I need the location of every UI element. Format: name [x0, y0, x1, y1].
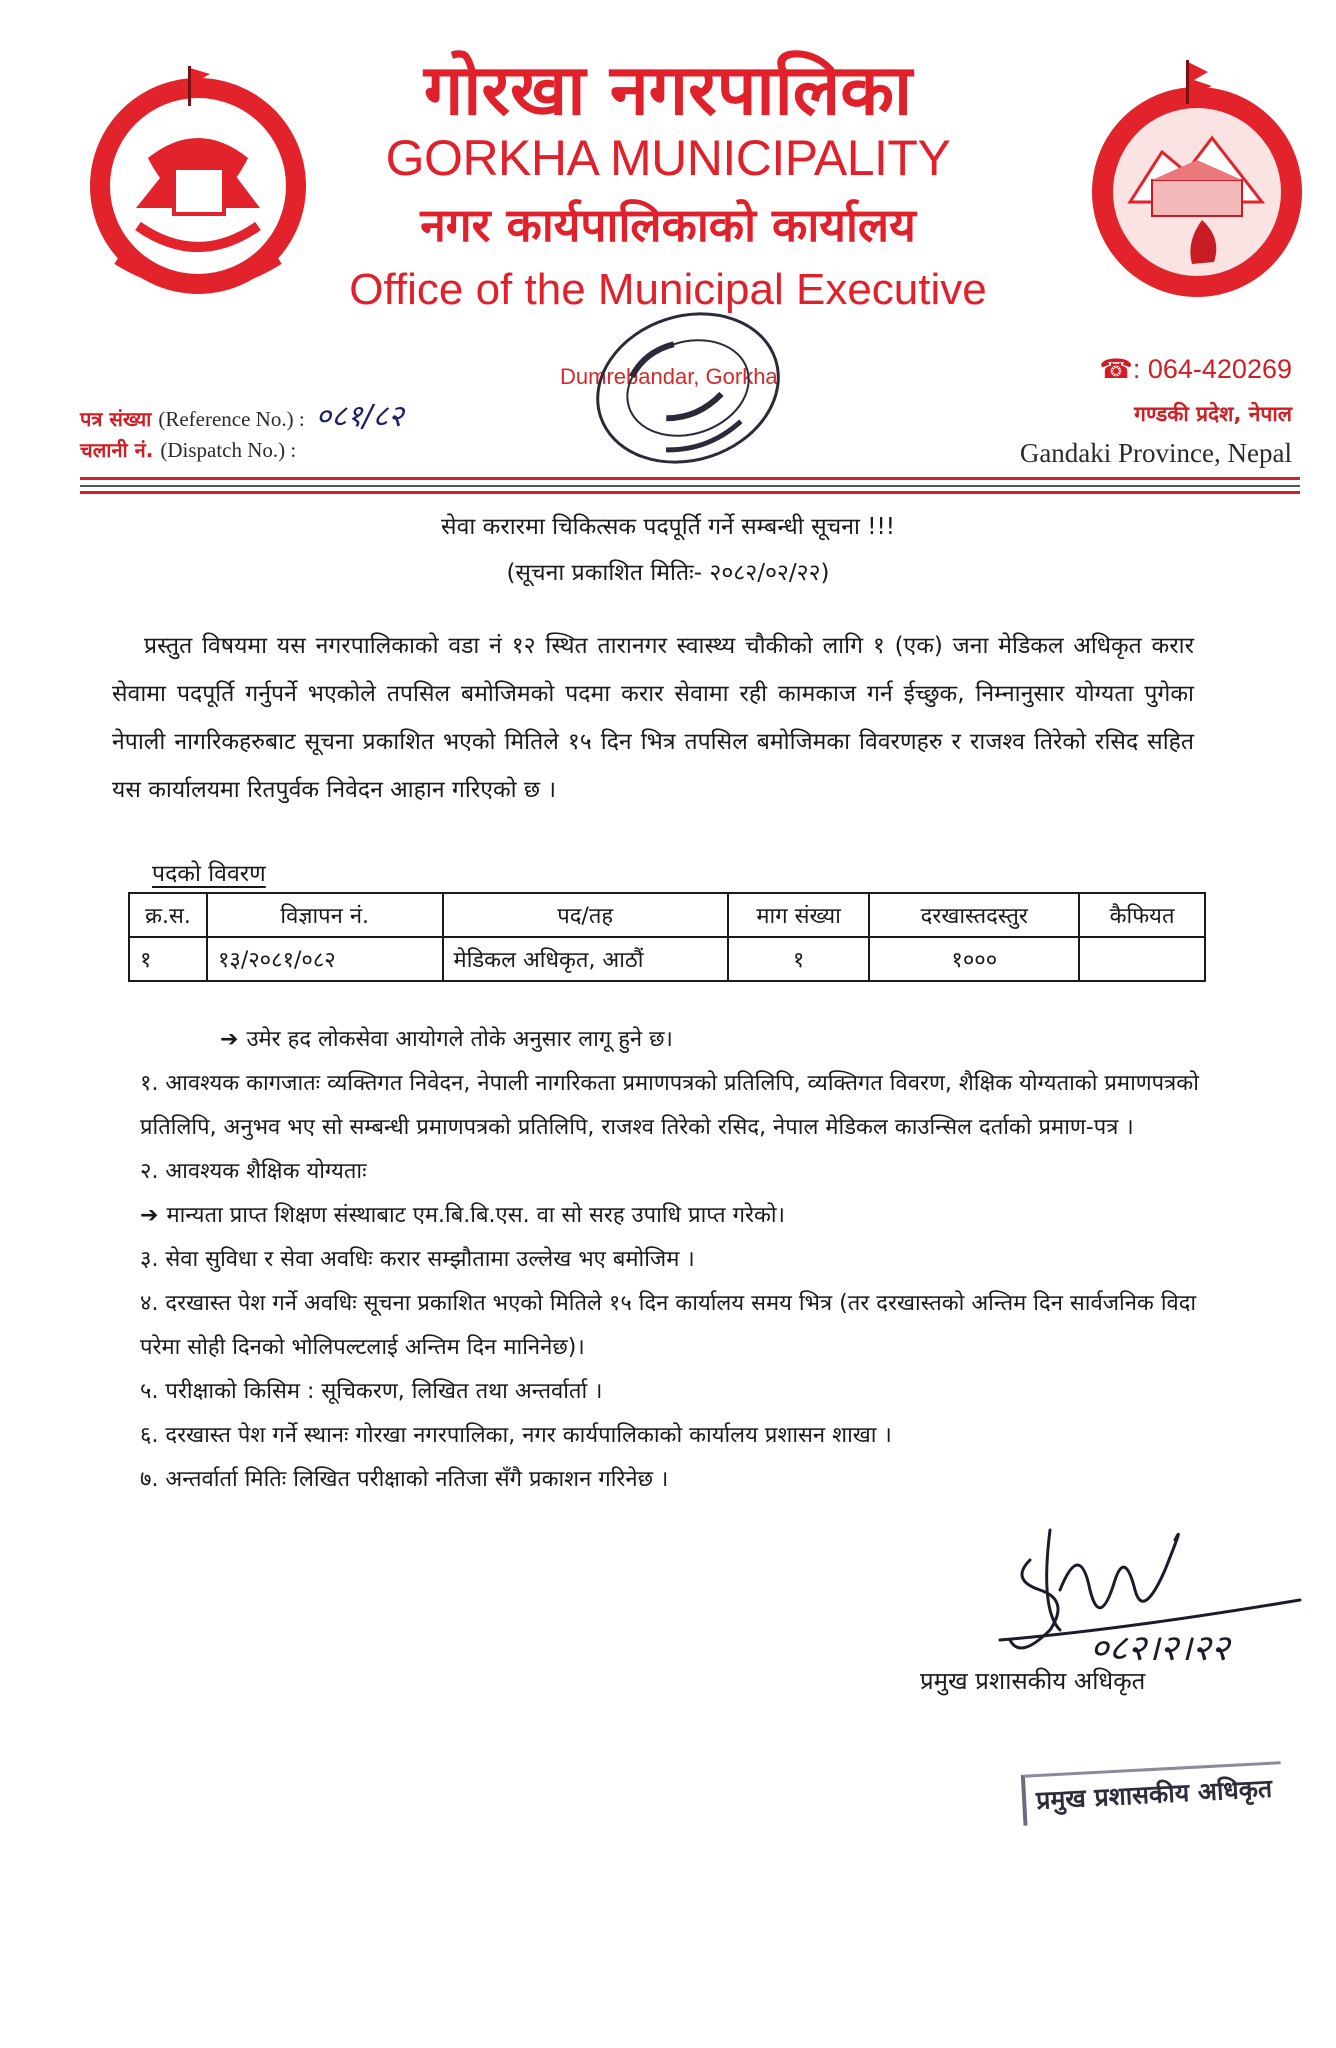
list-item: ७. अन्तर्वार्ता मितिः लिखित परीक्षाको नतिजा सँगै प्रकाशन गरिनेछ । [140, 1467, 669, 1492]
column-header: कैफियत [1079, 893, 1205, 937]
stamp-text: प्रमुख प्रशासकीय अधिकृत [1035, 1773, 1273, 1816]
table-cell: १ [728, 937, 870, 981]
province-nepali: गण्डकी प्रदेश, नेपाल [1134, 402, 1292, 426]
dispatch-number-line [80, 436, 296, 463]
dispatch-label-en: (Dispatch No.) : [160, 438, 297, 462]
requirements-list [140, 1018, 1200, 1502]
nepal-emblem-icon [78, 58, 318, 308]
arrow-right-icon: ➔ [140, 1203, 159, 1228]
reference-label-en: (Reference No.) : [158, 407, 305, 431]
reference-number-line [80, 394, 404, 435]
notice-intro-paragraph: प्रस्तुत विषयमा यस नगरपालिकाको वडा नं १२ स्थित तारानगर स्वास्थ्य चौकीको लागि १ (एक) जना मेडिकल अधिकृत करार सेवामा पदपूर्ति गर्नुपर्ने भएकोले तपसिल बमोजिमको पदमा करार सेवामा रही कामकाज गर्न ईच्छुक, निम्नानुसार योग्यता पुगेका नेपाली नागरिकहरुबाट सूचना प्रकाशित भएको मितिले १५ दिन भित्र तपसिल बमोजिमका विवरणहरु र राजश्व तिरेको रसिद सहित यस कार्यालयमा रितपुर्वक निवेदन आहान गरिएको छ । [112, 633, 1194, 803]
table-cell [1079, 937, 1205, 981]
header-divider [80, 477, 1300, 480]
letterhead-location: Dumrebandar, Gorkha [560, 364, 778, 389]
post-details-heading: पदको विवरण [152, 861, 266, 887]
province-english: Gandaki Province, Nepal [1019, 438, 1292, 468]
reference-label-np: पत्र संख्या [80, 407, 152, 431]
phone-icon: ☎ [1099, 354, 1133, 384]
column-header: माग संख्या [728, 893, 870, 937]
list-item: १. आवश्यक कागजातः व्यक्तिगत निवेदन, नेपाली नागरिकता प्रमाणपत्रको प्रतिलिपि, व्यक्तिगत विवरण, शैक्षिक योग्यताको प्रमाणपत्रको प्रतिलिपि, अनुभव भए सो सम्बन्धी प्रमाणपत्रको प्रतिलिपि, राजश्व तिरेको रसिद, नेपाल मेडिकल काउन्सिल दर्ताको प्रमाण-पत्र । [140, 1071, 1199, 1140]
handwritten-date: ०८२।२।२२ [1090, 1628, 1230, 1669]
reference-value: ०८१/८२ [315, 399, 404, 434]
phone-number: 064-420269 [1147, 354, 1292, 384]
table-cell: १ [129, 937, 207, 981]
dispatch-label-np: चलानी नं. [80, 438, 154, 462]
notice-title: सेवा करारमा चिकित्सक पदपूर्ति गर्ने सम्बन्धी सूचना !!! [441, 514, 895, 540]
header-divider [80, 485, 1300, 487]
table-cell: १००० [869, 937, 1079, 981]
letterhead-english-office: Office of the Municipal Executive [349, 265, 987, 314]
header-divider [80, 491, 1300, 494]
list-item: ५. परीक्षाको किसिम : सूचिकरण, लिखित तथा अन्तर्वार्ता । [140, 1379, 603, 1404]
letterhead-english-title: GORKHA MUNICIPALITY [385, 130, 951, 186]
list-item: ३. सेवा सुविधा र सेवा अवधिः करार सम्झौतामा उल्लेख भए बमोजिम । [140, 1247, 695, 1272]
list-item: ४. दरखास्त पेश गर्ने अवधिः सूचना प्रकाशित भएको मितिले १५ दिन कार्यालय समय भित्र (तर दरखास्तको अन्तिम दिन सार्वजनिक विदा परेमा सोही दिनको भोलिपल्टलाई अन्तिम दिन मानिनेछ)। [140, 1291, 1197, 1360]
table-header-row [129, 893, 1205, 937]
letterhead-nepali-title: गोरखा नगरपालिका [423, 49, 913, 131]
list-item: ६. दरखास्त पेश गर्ने स्थानः गोरखा नगरपालिका, नगर कार्यपालिकाको कार्यालय प्रशासन शाखा । [140, 1423, 892, 1448]
column-header: दरखास्तदस्तुर [869, 893, 1079, 937]
post-details-table [128, 892, 1206, 982]
official-stamp [1021, 1761, 1283, 1826]
table-row [129, 937, 1205, 981]
list-item: ➔ उमेर हद लोकसेवा आयोगले तोके अनुसार लागू हुने छ। [220, 1027, 673, 1052]
table-cell: मेडिकल अधिकृत, आठौं [443, 937, 728, 981]
column-header: पद/तह [443, 893, 728, 937]
signatory-title: प्रमुख प्रशासकीय अधिकृत [920, 1667, 1146, 1695]
handwritten-signature [990, 1520, 1310, 1670]
list-item: २. आवश्यक शैक्षिक योग्यताः [140, 1159, 367, 1184]
list-item: ➔ मान्यता प्राप्त शिक्षण संस्थाबाट एम.बि.बि.एस. वा सो सरह उपाधि प्राप्त गरेको। [140, 1203, 785, 1228]
notice-published-date: (सूचना प्रकाशित मितिः- २०८२/०२/२२) [506, 560, 830, 586]
letterhead-nepali-office: नगर कार्यपालिकाको कार्यालय [420, 198, 916, 252]
column-header: क्र.स. [129, 893, 207, 937]
phone-line: ☎: 064-420269 [1099, 354, 1292, 384]
office-seal-stamp [568, 300, 808, 475]
table-cell: १३/२०८१/०८२ [207, 937, 443, 981]
gorkha-municipality-logo-icon [1082, 52, 1312, 312]
column-header: विज्ञापन नं. [207, 893, 443, 937]
arrow-right-icon: ➔ [220, 1027, 239, 1052]
